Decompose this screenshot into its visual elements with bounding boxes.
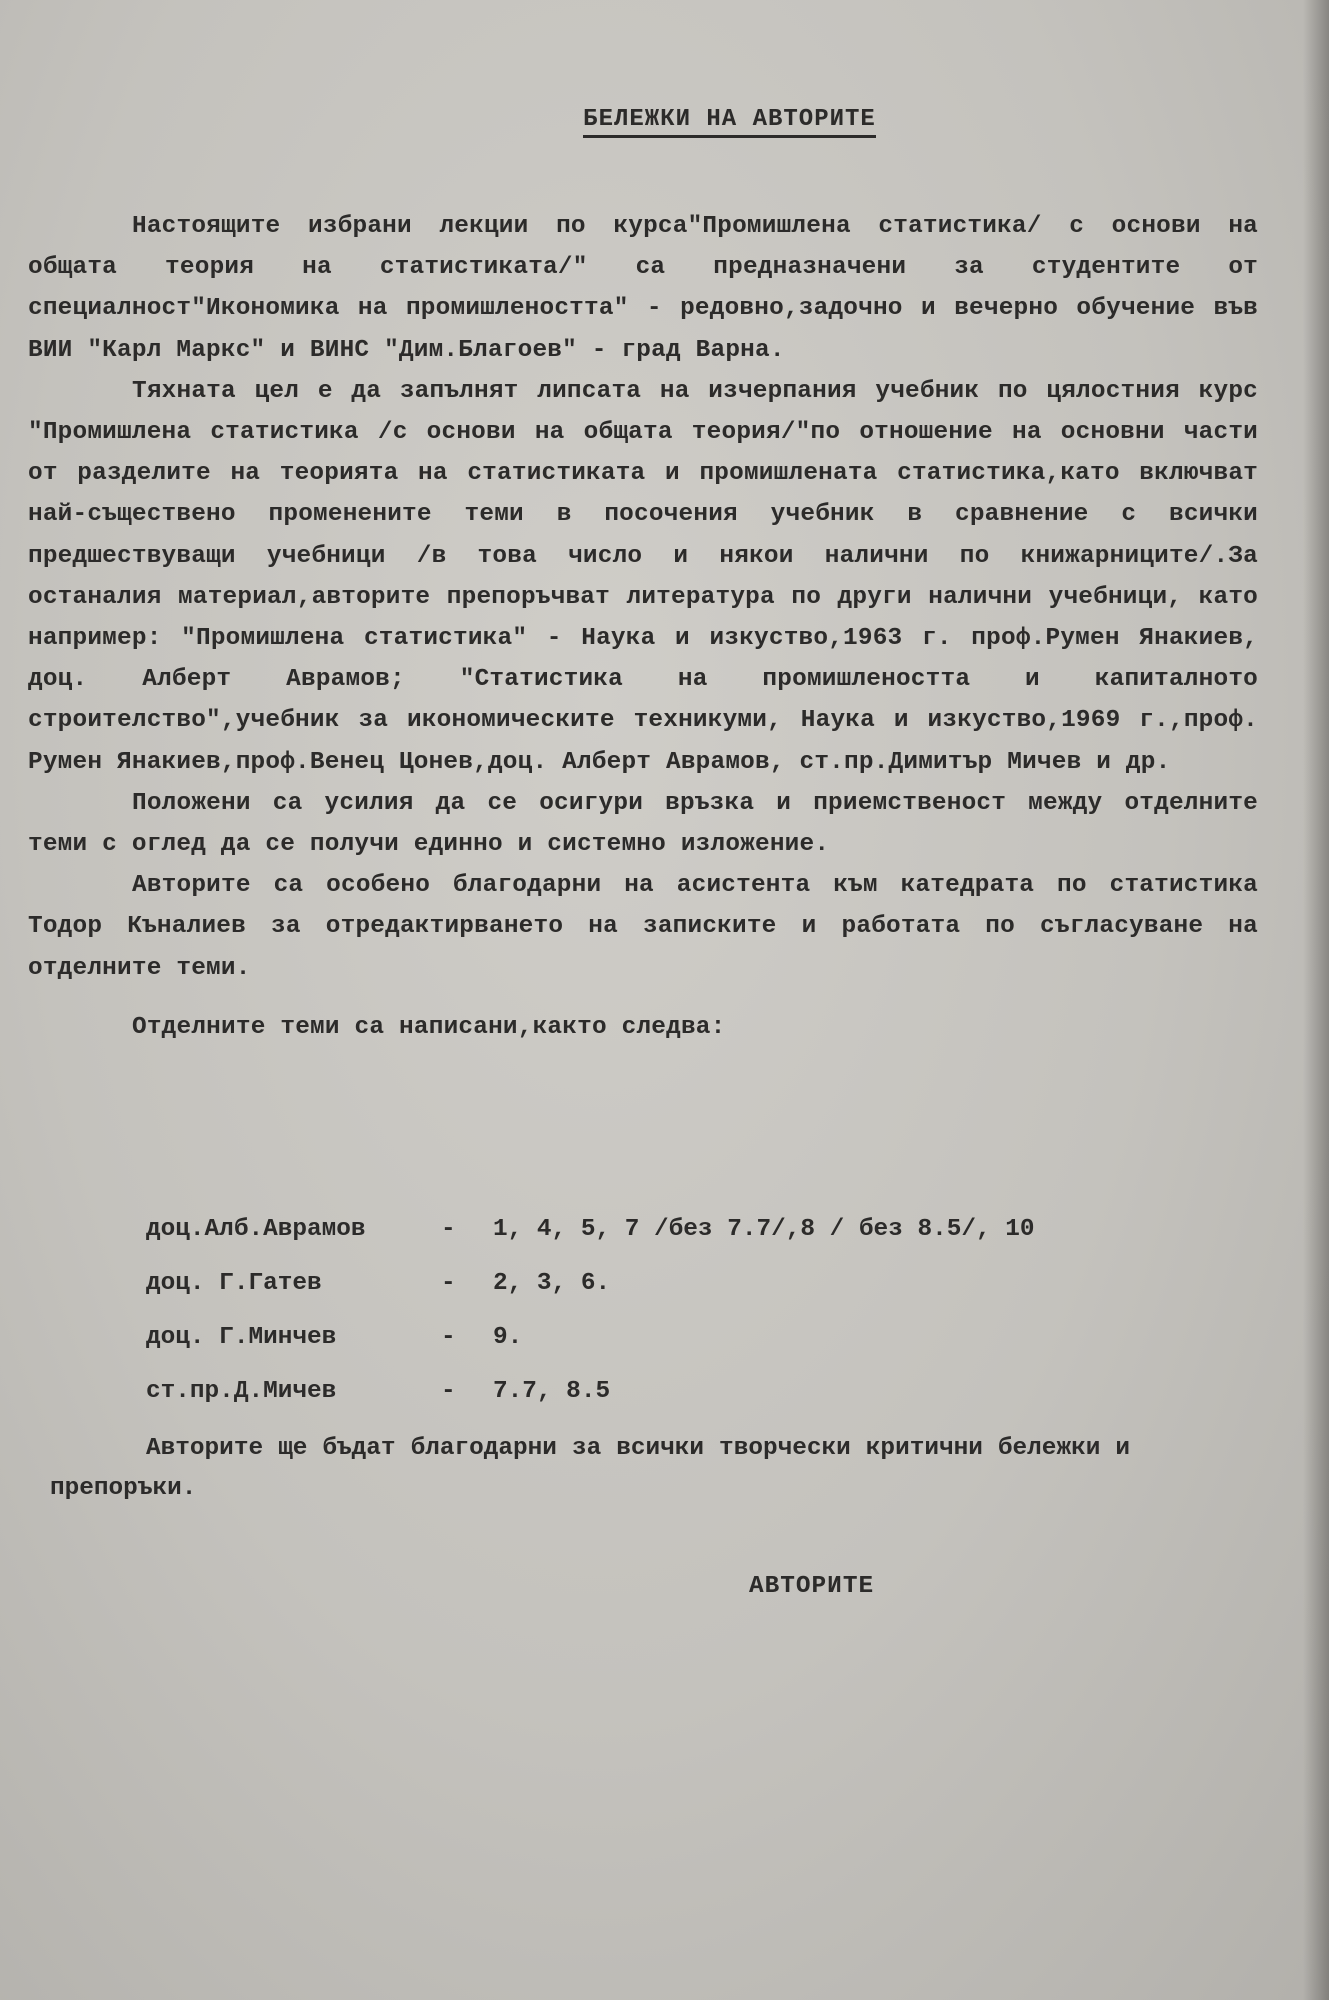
list-item bbox=[146, 1257, 1035, 1311]
author-topics: 7.7, 8.5 bbox=[493, 1378, 611, 1405]
author-dash: - bbox=[441, 1324, 456, 1351]
author-dash: - bbox=[441, 1216, 456, 1243]
closing-paragraph: Авторите ще бъдат благодарни за всички творчески критични бележки и препоръки. bbox=[50, 1435, 1130, 1502]
author-topics: 9. bbox=[493, 1324, 523, 1351]
author-name: доц.Алб.Аврамов bbox=[146, 1216, 366, 1243]
page-edge-shadow bbox=[1303, 0, 1329, 2000]
list-item bbox=[146, 1203, 1035, 1257]
document-body bbox=[28, 206, 1258, 1048]
paragraph-intro: Настоящите избрани лекции по курса"Промишлена статистика/ с основи на общата теория на статистиката/" са предназначени за студентите от специалност"Икономика на промишлеността" - редовно,задочно и вечерно обучение във ВИИ "Карл Маркс" и ВИНС "Дим.Благоев" - град Варна. bbox=[28, 213, 1258, 364]
page-title bbox=[0, 106, 1329, 133]
page-title-text: БЕЛЕЖКИ НА АВТОРИТЕ bbox=[583, 106, 876, 138]
paragraph-topics-intro: Отделните теми са написани,както следва: bbox=[132, 1013, 726, 1041]
list-item bbox=[146, 1311, 1035, 1365]
paragraph-purpose: Тяхната цел е да запълнят липсата на изчерпания учебник по цялостния курс "Промишлена статистика /с основи на общата теория/"по отношение на основни части от разделите на теорията на статистиката и промишлената статистика,като включват най-съществено променените теми в посочения учебник в сравнение с всички предшествуващи учебници /в това число и някои налични по книжарниците/.За останалия материал,авторите препоръчват литература по други налични учебници, като например: "Промишлена статистика" - Наука и изкуство,1963 г. проф.Румен Янакиев, доц. Алберт Аврамов; "Статистика на промишлеността и капиталното строителство",учебник за икономическите техникуми, Наука и изкуство,1969 г.,проф. Румен Янакиев,проф.Венец Цонев,доц. Алберт Аврамов, ст.пр.Димитър Мичев и др. bbox=[28, 377, 1258, 776]
author-dash: - bbox=[441, 1378, 456, 1405]
signature: АВТОРИТЕ bbox=[749, 1573, 875, 1600]
author-topics: 2, 3, 6. bbox=[493, 1270, 611, 1297]
authors-topics-list bbox=[146, 1203, 1035, 1419]
author-name: ст.пр.Д.Мичев bbox=[146, 1378, 337, 1405]
author-name: доц. Г.Гатев bbox=[146, 1270, 322, 1297]
paragraph-continuity: Положени са усилия да се осигури връзка и приемственост между отделните теми с оглед да се получи единно и системно изложение. bbox=[28, 789, 1258, 859]
author-topics: 1, 4, 5, 7 /без 7.7/,8 / без 8.5/, 10 bbox=[493, 1216, 1035, 1243]
author-dash: - bbox=[441, 1270, 456, 1297]
paragraph-acknowledgement: Авторите са особено благодарни на асистента към катедрата по статистика Тодор Къналиев за отредактирването на записките и работата по съгласуване на отделните теми. bbox=[28, 872, 1258, 982]
author-name: доц. Г.Минчев bbox=[146, 1324, 337, 1351]
list-item bbox=[146, 1365, 1035, 1419]
